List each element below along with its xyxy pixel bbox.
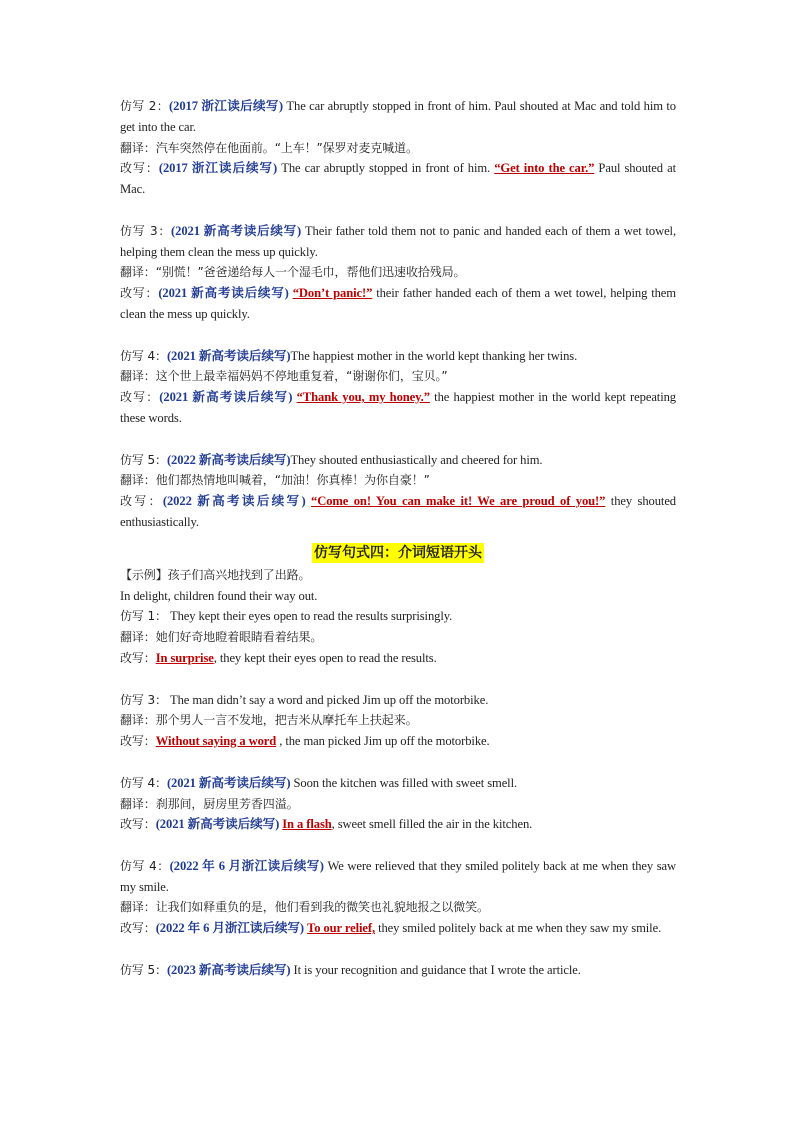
line-text: The car abruptly stopped in front of him. <box>277 161 495 176</box>
source-tag: (2021 新高考读后续写) <box>166 348 291 363</box>
line-text: 她们好奇地瞪着眼睛看着结果。 <box>155 630 323 645</box>
line-text: They shouted enthusiastically and cheered for him. <box>290 452 543 467</box>
line-text: It is your recognition and guidance that I wrote the article. <box>290 962 581 977</box>
line-text: The happiest mother in the world kept thanking her twins. <box>290 348 578 363</box>
line-text: Soon the kitchen was filled with sweet smell. <box>290 775 518 790</box>
exercise-line <box>120 283 676 325</box>
line-prefix: 改写： <box>120 921 156 936</box>
answer-phrase: “Get into the car.” <box>494 161 595 176</box>
line-prefix: 仿写 3： <box>120 223 172 238</box>
line-prefix: 改写： <box>120 650 156 665</box>
line-prefix: 仿写 5： <box>120 962 167 977</box>
exercise-block-fangxie-3 <box>120 221 676 325</box>
line-prefix: 仿写 4： <box>120 775 167 790</box>
exercise-line <box>120 346 676 367</box>
line-prefix: 翻译： <box>120 369 156 384</box>
source-tag: (2022 年 6 月浙江读后续写) <box>155 921 304 936</box>
exercise-line <box>120 606 676 627</box>
example-zh: 孩子们高兴地找到了出路。 <box>167 567 311 582</box>
line-prefix: 改写： <box>120 286 159 301</box>
exercise-line <box>120 794 676 815</box>
line-text: 这个世上最幸福妈妈不停地重复着，“谢谢你们，宝贝。” <box>155 369 448 384</box>
line-prefix: 改写： <box>120 494 163 509</box>
exercise-block-fangxie-4b <box>120 773 676 835</box>
exercise-block-fangxie-1b <box>120 606 676 668</box>
line-prefix: 翻译： <box>120 265 156 280</box>
exercise-line <box>120 918 676 939</box>
exercise-line <box>120 387 676 429</box>
answer-phrase: In surprise <box>155 650 214 665</box>
source-tag: (2022 新高考读后续写) <box>162 494 306 509</box>
exercise-list-part1 <box>120 96 676 533</box>
exercise-line <box>120 897 676 918</box>
answer-phrase: To our relief, <box>307 921 376 936</box>
line-text: 那个男人一言不发地，把吉米从摩托车上扶起来。 <box>155 713 418 728</box>
exercise-line <box>120 450 676 471</box>
line-prefix: 改写： <box>120 161 159 176</box>
source-tag: (2022 年 6 月浙江读后续写) <box>169 858 324 873</box>
answer-phrase: Without saying a word <box>155 734 277 749</box>
exercise-line <box>120 158 676 200</box>
line-text: 刹那间，厨房里芳香四溢。 <box>155 796 299 811</box>
source-tag: (2017 浙江读后续写) <box>169 99 283 113</box>
source-tag: (2021 新高考读后续写) <box>155 817 280 832</box>
line-prefix: 仿写 3： <box>120 692 167 707</box>
source-tag: (2017 浙江读后续写) <box>158 161 278 176</box>
line-tail: , they kept their eyes open to read the results. <box>213 650 437 665</box>
answer-phrase: “Come on! You can make it! We are proud of you!” <box>311 494 606 509</box>
line-prefix: 仿写 1： <box>120 609 167 624</box>
document-page <box>120 96 676 981</box>
line-text: “别慌！”爸爸递给每人一个湿毛巾，帮他们迅速收拾残局。 <box>155 265 466 280</box>
exercise-line <box>120 773 676 794</box>
exercise-line <box>120 470 676 491</box>
line-tail: they smiled politely back at me when they saw my smile. <box>375 921 662 936</box>
exercise-line <box>120 627 676 648</box>
source-tag: (2021 新高考读后续写) <box>166 775 291 790</box>
line-text: The man didn’t say a word and picked Jim up off the motorbike. <box>166 692 489 707</box>
line-prefix: 仿写 2： <box>120 99 170 113</box>
line-tail: the happiest mother in the world kept repeating these words. <box>120 390 676 425</box>
exercise-block-fangxie-5a <box>120 450 676 533</box>
exercise-line <box>120 491 676 533</box>
line-prefix: 仿写 5： <box>120 452 167 467</box>
line-prefix: 翻译： <box>120 900 156 915</box>
exercise-line <box>120 366 676 387</box>
source-tag: (2021 新高考读后续写) <box>171 223 302 238</box>
line-tail: , sweet smell filled the air in the kitchen. <box>331 817 533 832</box>
line-prefix: 翻译： <box>120 630 156 645</box>
line-text: They kept their eyes open to read the results surprisingly. <box>166 609 453 624</box>
block-gap <box>120 669 676 690</box>
line-prefix: 翻译： <box>120 713 156 728</box>
line-tail: , the man picked Jim up off the motorbike. <box>276 734 490 749</box>
line-text: We were relieved that they smiled politely back at me when they saw my smile. <box>120 858 676 894</box>
exercise-block-fangxie-3b <box>120 690 676 752</box>
source-tag: (2023 新高考读后续写) <box>166 962 291 977</box>
exercise-line <box>120 138 676 159</box>
source-tag: (2022 新高考读后续写) <box>166 452 291 467</box>
exercise-line <box>120 690 676 711</box>
exercise-list-part2 <box>120 606 676 980</box>
exercise-block-fangxie-4c <box>120 856 676 939</box>
exercise-line <box>120 960 676 981</box>
block-gap <box>120 752 676 773</box>
answer-phrase: “Don’t panic!” <box>292 286 373 301</box>
source-tag: (2021 新高考读后续写) <box>158 286 289 301</box>
block-gap <box>120 429 676 450</box>
line-text: 让我们如释重负的是，他们看到我的微笑也礼貌地报之以微笑。 <box>155 900 489 915</box>
line-prefix: 仿写 4： <box>120 348 167 363</box>
exercise-line <box>120 856 676 898</box>
example-label: 【示例】 <box>120 567 168 582</box>
line-prefix: 翻译： <box>120 796 156 811</box>
example-line-zh <box>120 565 676 586</box>
exercise-block-fangxie-5b <box>120 960 676 981</box>
exercise-line <box>120 710 676 731</box>
exercise-line <box>120 814 676 835</box>
line-prefix: 翻译： <box>120 473 156 488</box>
line-text: 他们都热情地叫喊着，“加油！你真棒！为你自豪！” <box>155 473 430 488</box>
line-tail: they shouted enthusiastically. <box>120 494 677 529</box>
line-prefix: 翻译： <box>120 140 156 155</box>
line-text: 汽车突然停在他面前。“上车！”保罗对麦克喊道。 <box>155 140 418 155</box>
exercise-line <box>120 648 676 669</box>
line-tail: Paul shouted at Mac. <box>120 161 676 197</box>
line-tail: their father handed each of them a wet towel, helping them clean the mess up quickly. <box>120 286 676 321</box>
block-gap <box>120 835 676 856</box>
exercise-block-fangxie-2 <box>120 96 676 200</box>
block-gap <box>120 325 676 346</box>
section-heading-wrap <box>120 543 676 565</box>
answer-phrase: “Thank you, my honey.” <box>296 390 430 405</box>
exercise-block-fangxie-4a <box>120 346 676 429</box>
line-prefix: 改写： <box>120 817 156 832</box>
exercise-line <box>120 221 676 263</box>
answer-phrase: In a flash <box>282 817 332 832</box>
exercise-line <box>120 262 676 283</box>
line-text: Their father told them not to panic and handed each of them a wet towel, helping them clean the mess up quickly. <box>120 223 677 259</box>
line-prefix: 仿写 4： <box>120 858 170 873</box>
line-text: The car abruptly stopped in front of him. Paul shouted at Mac and told him to get into the car. <box>120 99 676 134</box>
exercise-line <box>120 96 676 138</box>
line-prefix: 改写： <box>120 734 156 749</box>
source-tag: (2021 新高考读后续写) <box>159 390 293 405</box>
exercise-line <box>120 731 676 752</box>
example-line-en: In delight, children found their way out. <box>120 588 318 603</box>
block-gap <box>120 200 676 221</box>
section-heading: 仿写句式四：介词短语开头 <box>314 544 482 561</box>
block-gap <box>120 939 676 960</box>
line-prefix: 改写： <box>120 390 160 405</box>
